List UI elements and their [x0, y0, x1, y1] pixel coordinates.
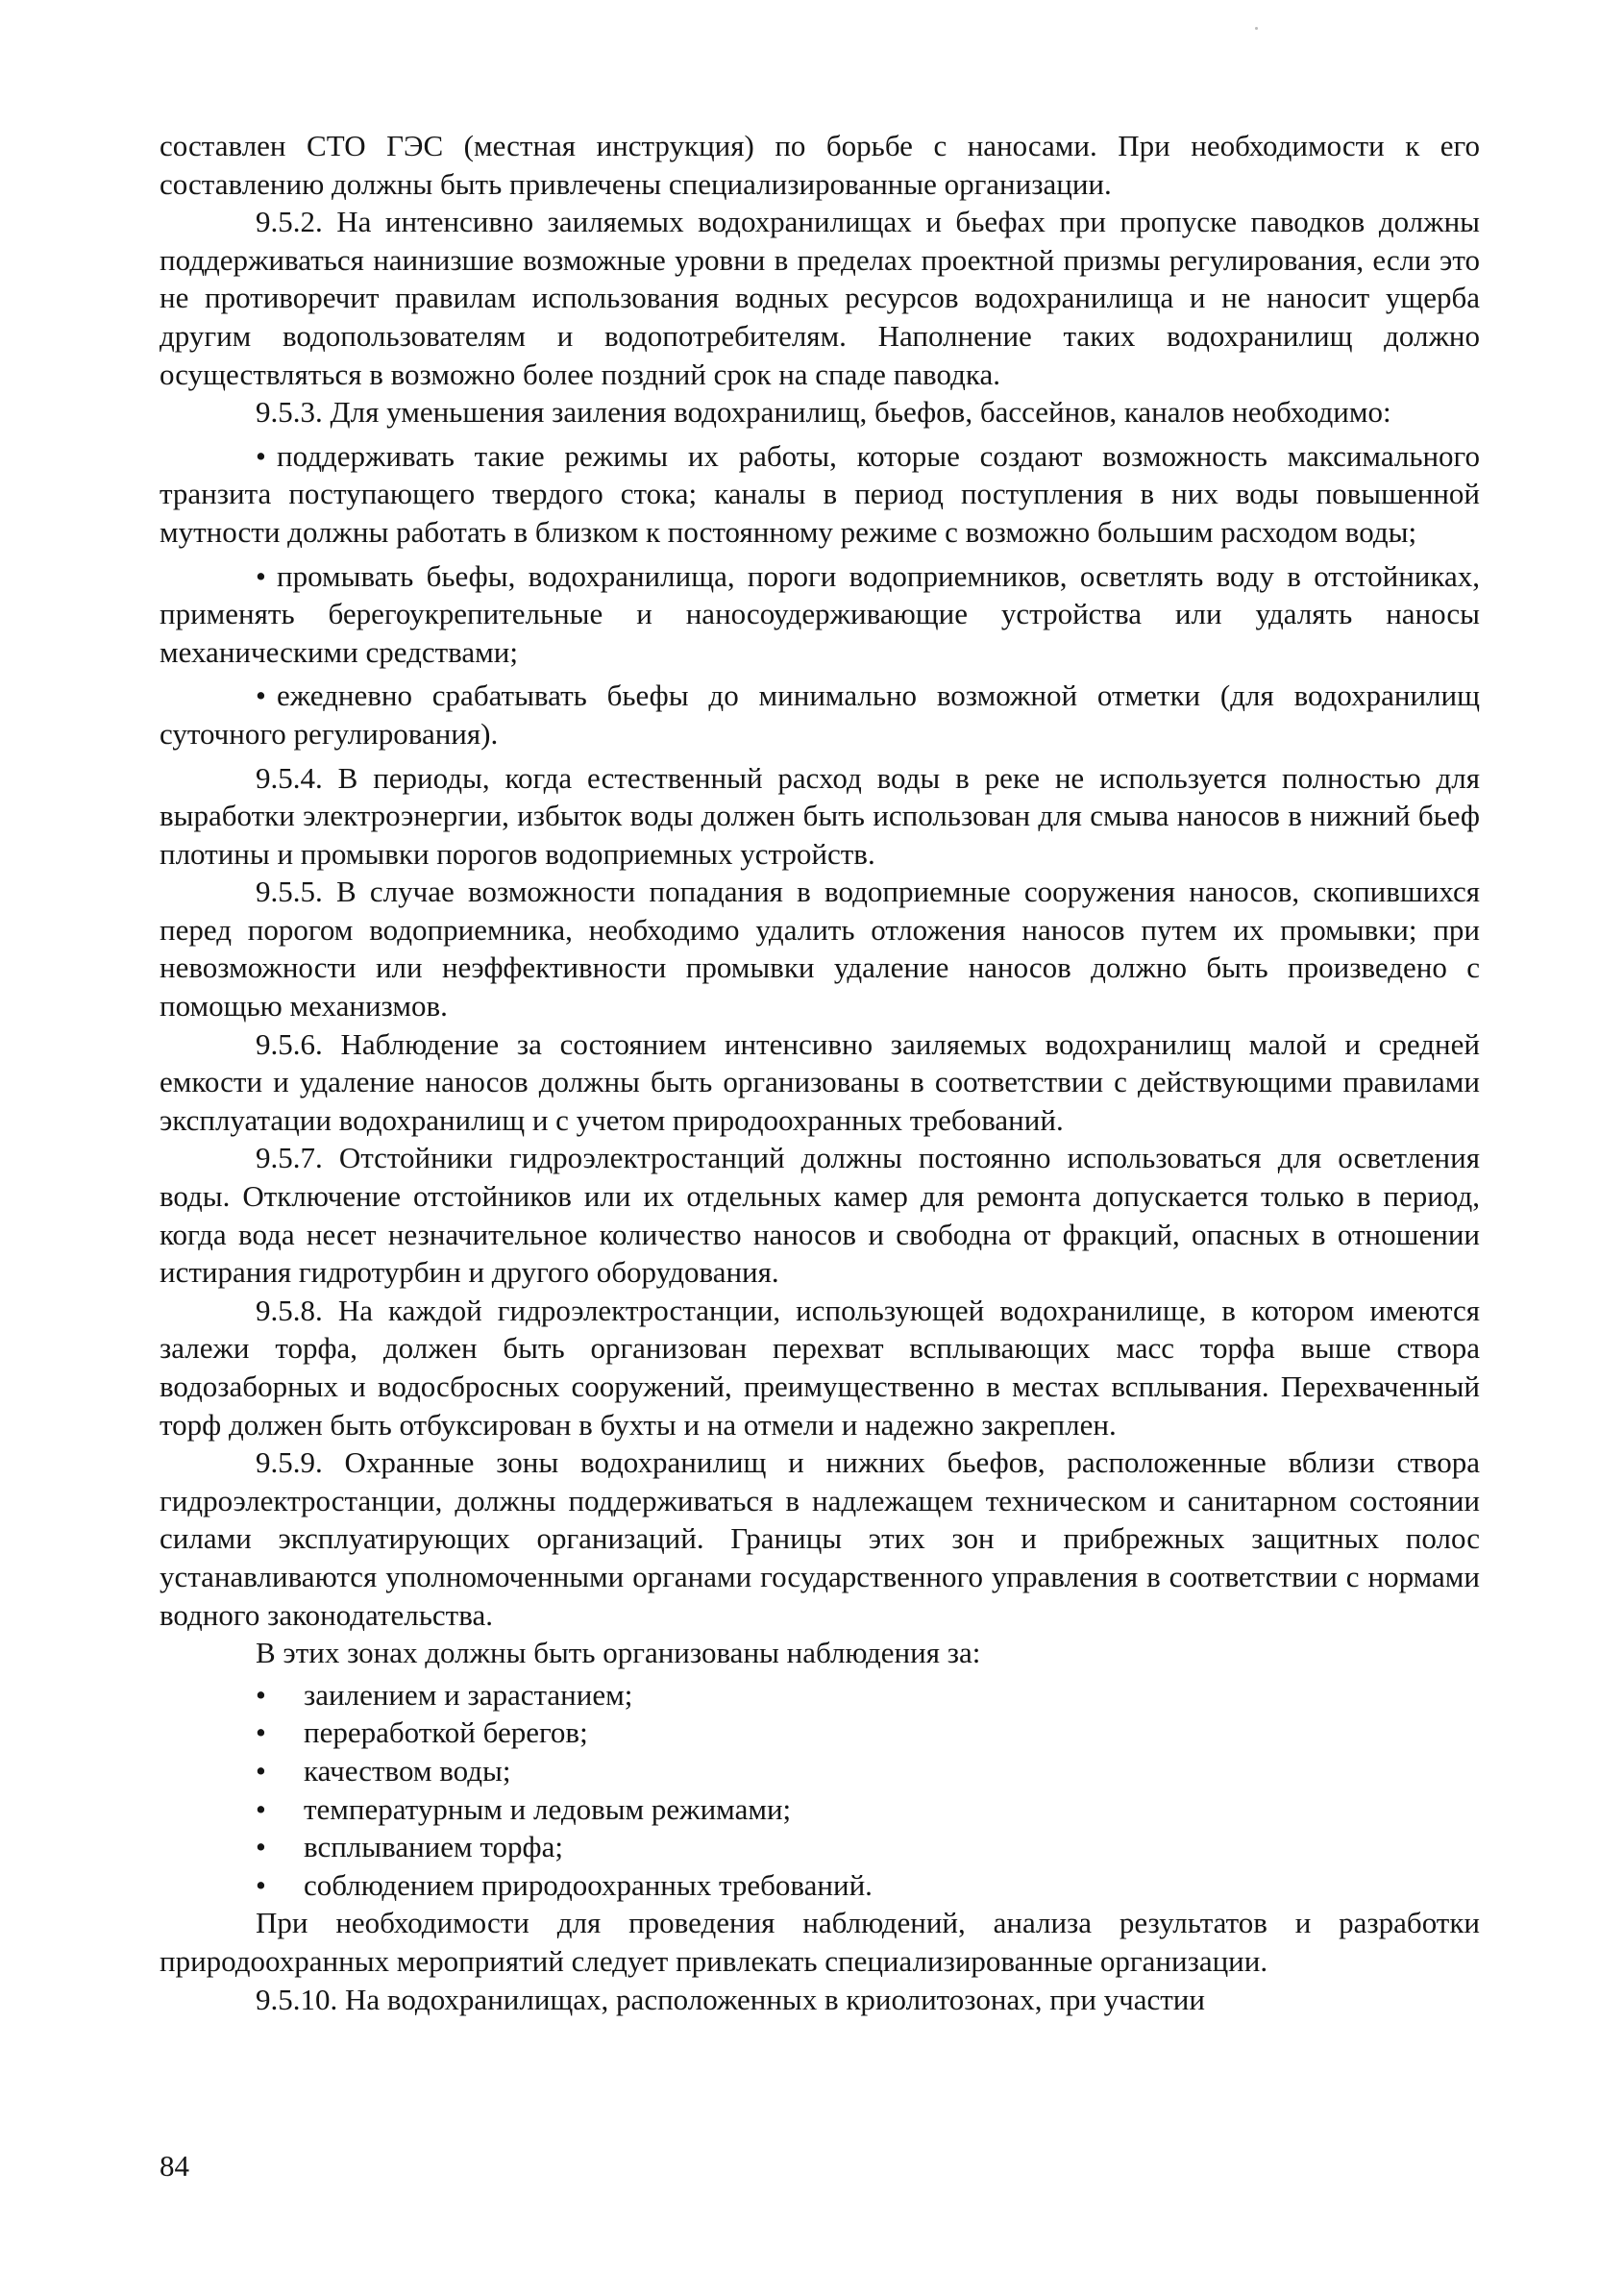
bullet-item-flush	[160, 557, 1480, 672]
paragraph-specialized-orgs: При необходимости для проведения наблюдений, анализа результатов и разработки природоохранных мероприятий следует привлекать специализированные организации.	[160, 1906, 1480, 1978]
list-item-text: качеством воды;	[304, 1753, 511, 1788]
paragraph-9-5-9: 9.5.9. Охранные зоны водохранилищ и нижних бьефов, расположенные вблизи створа гидроэлектростанции, должны поддерживаться в надлежащем техническом и санитарном состоянии силами эксплуатирующих организаций. Границы этих зон и прибрежных защитных полос устанавливаются уполномоченными органами государственного управления в соответствии с нормами водного законодательства.	[160, 1445, 1480, 1632]
bullet-item-transit	[160, 437, 1480, 552]
list-item	[256, 1676, 1480, 1714]
paragraph-9-5-4: 9.5.4. В периоды, когда естественный расход воды в реке не используется полностью для выработки электроэнергии, избыток воды должен быть использован для смыва наносов в нижний бьеф плотины и промывки порогов водоприемных устройств.	[160, 760, 1480, 871]
paragraph-continuation: составлен СТО ГЭС (местная инструкция) по борьбе с наносами. При необходимости к его составлению должны быть привлечены специализированные организации.	[160, 129, 1480, 201]
paragraph-9-5-7: 9.5.7. Отстойники гидроэлектростанций должны постоянно использоваться для осветления воды. Отключение отстойников или их отдельных камер для ремонта допускается только в период, когда вода несет незначительное количество наносов и свободна от фракций, опасных в отношении истирания гидротурбин и другого оборудования.	[160, 1141, 1480, 1290]
list-item	[256, 1790, 1480, 1829]
bullet-icon: •	[256, 1867, 266, 1902]
list-item	[256, 1714, 1480, 1752]
list-item-text: заилением и зарастанием;	[304, 1677, 633, 1712]
list-item	[256, 1866, 1480, 1905]
paragraph-9-5-8: 9.5.8. На каждой гидроэлектростанции, использующей водохранилище, в котором имеются залежи торфа, должен быть организован перехват всплывающих масс торфа выше створа водозаборных и водосбросных сооружений, преимущественно в местах всплывания. Перехваченный торф должен быть отбуксирован в бухты и на отмели и надежно закреплен.	[160, 1293, 1480, 1442]
bullet-text: ежедневно срабатывать бьефы до минимально возможной отметки (для водохранилищ суточного регулирования).	[160, 678, 1480, 751]
list-item-text: температурным и ледовым режимами;	[304, 1791, 792, 1826]
observation-list	[160, 1676, 1480, 1905]
bullet-icon: •	[256, 438, 266, 473]
bullet-item-drawdown	[160, 677, 1480, 752]
bullet-icon: •	[256, 1753, 266, 1788]
bullet-icon: •	[256, 558, 266, 593]
list-item-text: всплыванием торфа;	[304, 1830, 563, 1864]
bullet-text: промывать бьефы, водохранилища, пороги водоприемников, осветлять воду в отстойниках, применять берегоукрепительные и наносоудерживающие устройства или удалять наносы механическими средствами;	[160, 558, 1480, 669]
paragraph-observations-intro: В этих зонах должны быть организованы наблюдения за:	[256, 1636, 981, 1670]
bullet-icon: •	[256, 678, 266, 713]
paragraph-9-5-2: 9.5.2. На интенсивно заиляемых водохранилищах и бьефах при пропуске паводков должны поддерживаться наинизшие возможные уровни в пределах проектной призмы регулирования, если это не противоречит правилам использования водных ресурсов водохранилища и не наносит ущерба другим водопользователям и водопотребителям. Наполнение таких водохранилищ должно осуществляться в возможно более поздний срок на спаде паводка.	[160, 205, 1480, 391]
list-item-text: соблюдением природоохранных требований.	[304, 1867, 873, 1902]
bullet-text: поддерживать такие режимы их работы, которые создают возможность максимального транзита поступающего твердого стока; каналы в период поступления в них воды повышенной мутности должны работать в близком к постоянному режиме с возможно большим расходом воды;	[160, 438, 1480, 549]
paragraph-9-5-3: 9.5.3. Для уменьшения заиления водохранилищ, бьефов, бассейнов, каналов необходимо:	[256, 395, 1391, 430]
list-item	[256, 1828, 1480, 1866]
paragraph-9-5-10: 9.5.10. На водохранилищах, расположенных в криолитозонах, при участии	[256, 1982, 1205, 2016]
bullet-icon: •	[256, 1715, 266, 1750]
page-body	[160, 127, 1480, 2018]
bullet-icon: •	[256, 1791, 266, 1826]
paragraph-9-5-6: 9.5.6. Наблюдение за состоянием интенсивно заиляемых водохранилищ малой и средней емкости и удаление наносов должны быть организованы в соответствии с действующими правилами эксплуатации водохранилищ и с учетом природоохранных требований.	[160, 1026, 1480, 1137]
bullet-icon: •	[256, 1830, 266, 1864]
page-number: 84	[160, 2149, 189, 2183]
bullet-icon: •	[256, 1677, 266, 1712]
list-item-text: переработкой берегов;	[304, 1715, 588, 1750]
list-item	[256, 1752, 1480, 1790]
paragraph-9-5-5: 9.5.5. В случае возможности попадания в водоприемные сооружения наносов, скопившихся перед порогом водоприемника, необходимо удалить отложения наносов путем их промывки; при невозможности или неэффективности промывки удаление наносов должно быть произведено с помощью механизмов.	[160, 875, 1480, 1024]
scan-speck	[1255, 27, 1258, 30]
